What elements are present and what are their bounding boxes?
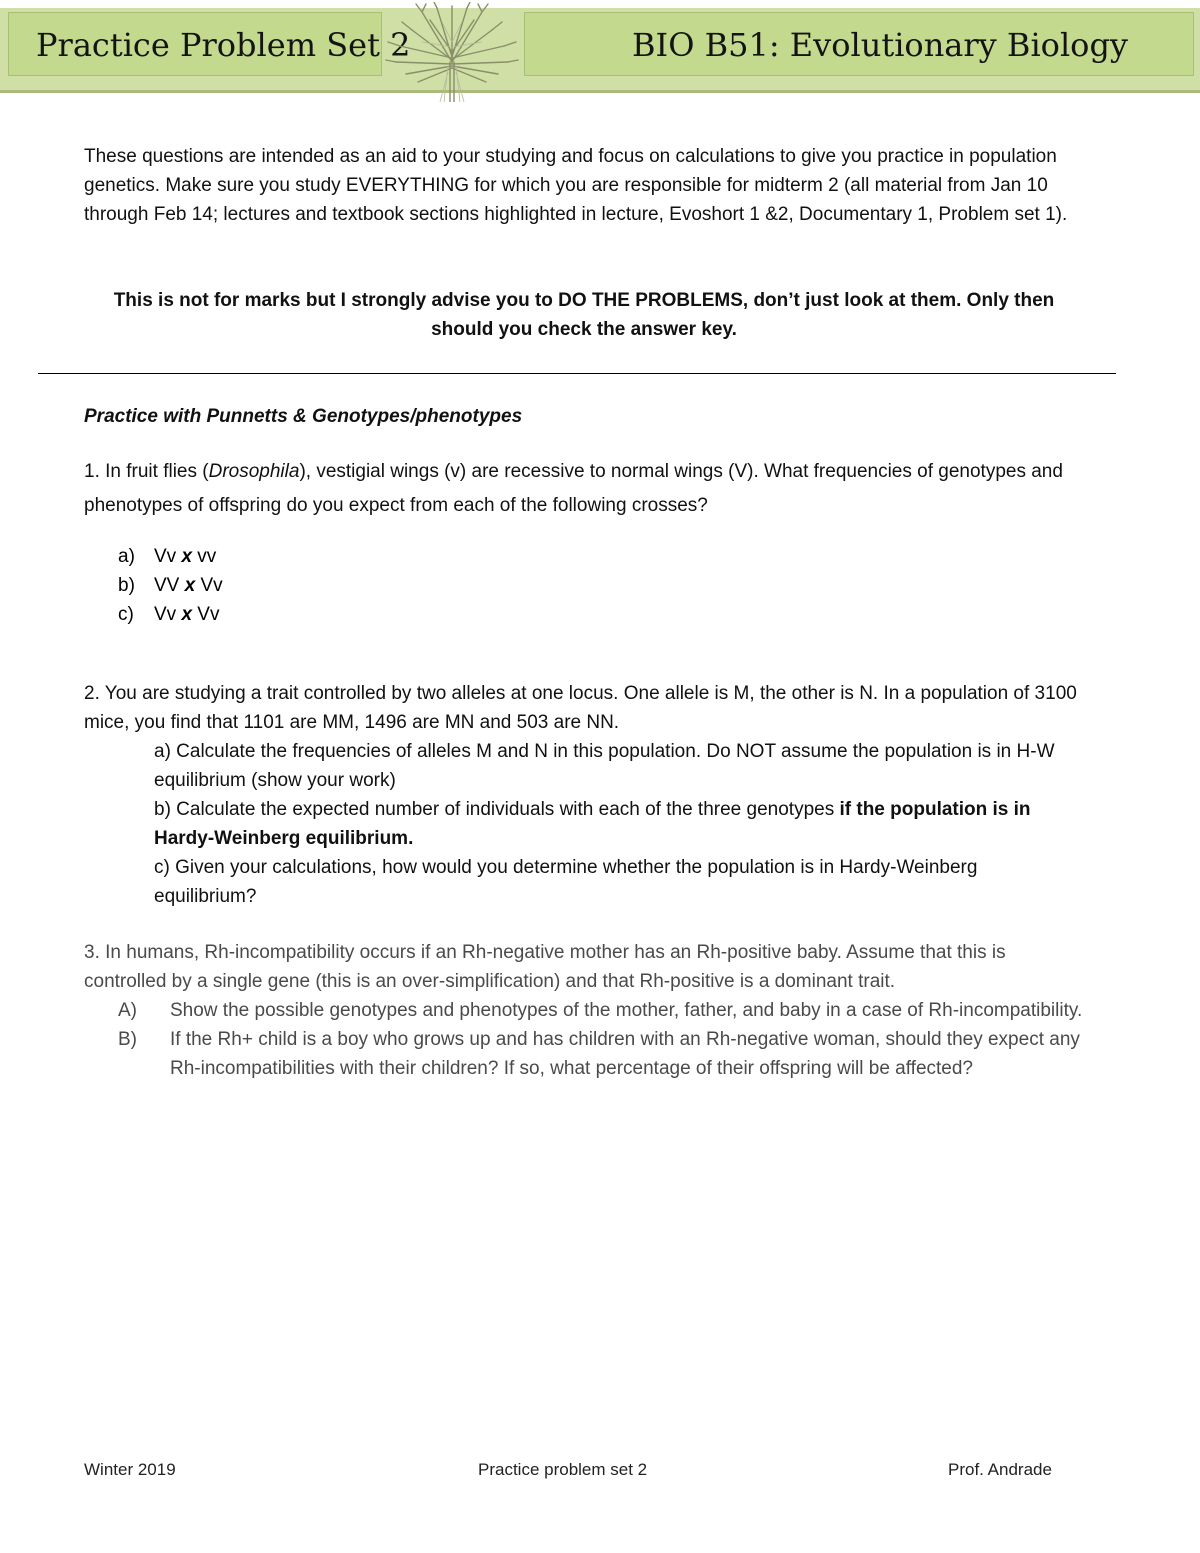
advice-note: This is not for marks but I strongly advise you to DO THE PROBLEMS, don’t just look at them. Only then should you check the answer key.	[113, 290, 1055, 340]
question-2	[84, 679, 1084, 911]
cross-parent-2: Vv	[192, 604, 220, 625]
question-1	[84, 455, 1084, 523]
cross-symbol: x	[181, 546, 193, 567]
question-2-stem: 2. You are studying a trait controlled by two alleles at one locus. One allele is M, the other is N. In a population of 3100 mice, you find that 1101 are MM, 1496 are MN and 503 are NN.	[84, 683, 1077, 733]
question-1-text: 1. In fruit flies (	[84, 461, 209, 482]
course-title: BIO B51: Evolutionary Biology	[632, 26, 1128, 64]
question-1-text-cont: ), vestigial wings (v) are recessive to normal wings (V). What frequencies of genotypes and phenotypes of offspring do you expect from each of the following crosses?	[84, 461, 1063, 516]
cross-parent-1: Vv	[154, 546, 182, 567]
question-2b-text: b) Calculate the expected number of individuals with each of the three genotypes	[154, 799, 840, 820]
option-text: If the Rh+ child is a boy who grows up and has children with an Rh-negative woman, should they expect any Rh-incompatibilities with their children? If so, what percentage of their offspring will be affected?	[170, 1029, 1080, 1079]
section-title: Practice with Punnetts & Genotypes/phenotypes	[84, 406, 523, 427]
footer-term: Winter 2019	[84, 1460, 176, 1479]
option-label: B)	[118, 1029, 137, 1050]
cross-parent-1: VV	[154, 575, 185, 596]
cross-list	[118, 542, 223, 629]
cross-parent-1: Vv	[154, 604, 182, 625]
intro-paragraph: These questions are intended as an aid to your studying and focus on calculations to give you practice in population genetics. Make sure you study EVERYTHING for which you are responsible for midterm 2 (all material from Jan 10 through Feb 14; lectures and textbook sections highlighted in lecture, Evoshort 1 &2, Documentary 1, Problem set 1).	[84, 146, 1068, 225]
species-name: Drosophila	[208, 461, 300, 482]
page-title: Practice Problem Set 2	[36, 26, 411, 64]
footer-instructor: Prof. Andrade	[948, 1460, 1052, 1479]
cross-label: c)	[118, 604, 134, 625]
cross-label: b)	[118, 575, 135, 596]
question-2b-emphasis: if the population is in Hardy-Weinberg equilibrium.	[154, 799, 1031, 849]
cross-label: a)	[118, 546, 135, 567]
option-text: Show the possible genotypes and phenotypes of the mother, father, and baby in a case of Rh-incompatibility.	[170, 1000, 1083, 1021]
list-item	[118, 600, 223, 629]
tree-icon	[382, 2, 522, 102]
cross-parent-2: Vv	[195, 575, 223, 596]
question-2b	[84, 795, 1084, 853]
divider	[38, 373, 1116, 374]
question-2c: c) Given your calculations, how would you determine whether the population is in Hardy-Weinberg equilibrium?	[154, 857, 978, 907]
cross-symbol: x	[184, 575, 196, 596]
cross-parent-2: vv	[192, 546, 217, 567]
cross-symbol: x	[181, 604, 193, 625]
option-label: A)	[118, 1000, 137, 1021]
list-item	[118, 571, 223, 600]
question-3	[84, 938, 1084, 1083]
question-3-stem: 3. In humans, Rh-incompatibility occurs if an Rh-negative mother has an Rh-positive baby. Assume that this is controlled by a single gene (this is an over-simplification) and that Rh-positive is a dominant trait.	[84, 942, 1006, 992]
question-2a: a) Calculate the frequencies of alleles M and N in this population. Do NOT assume the population is in H-W equilibrium (show your work)	[154, 741, 1055, 791]
list-item	[118, 542, 223, 571]
question-3a	[84, 996, 1084, 1025]
question-3b	[84, 1025, 1084, 1083]
footer-title: Practice problem set 2	[478, 1460, 648, 1479]
